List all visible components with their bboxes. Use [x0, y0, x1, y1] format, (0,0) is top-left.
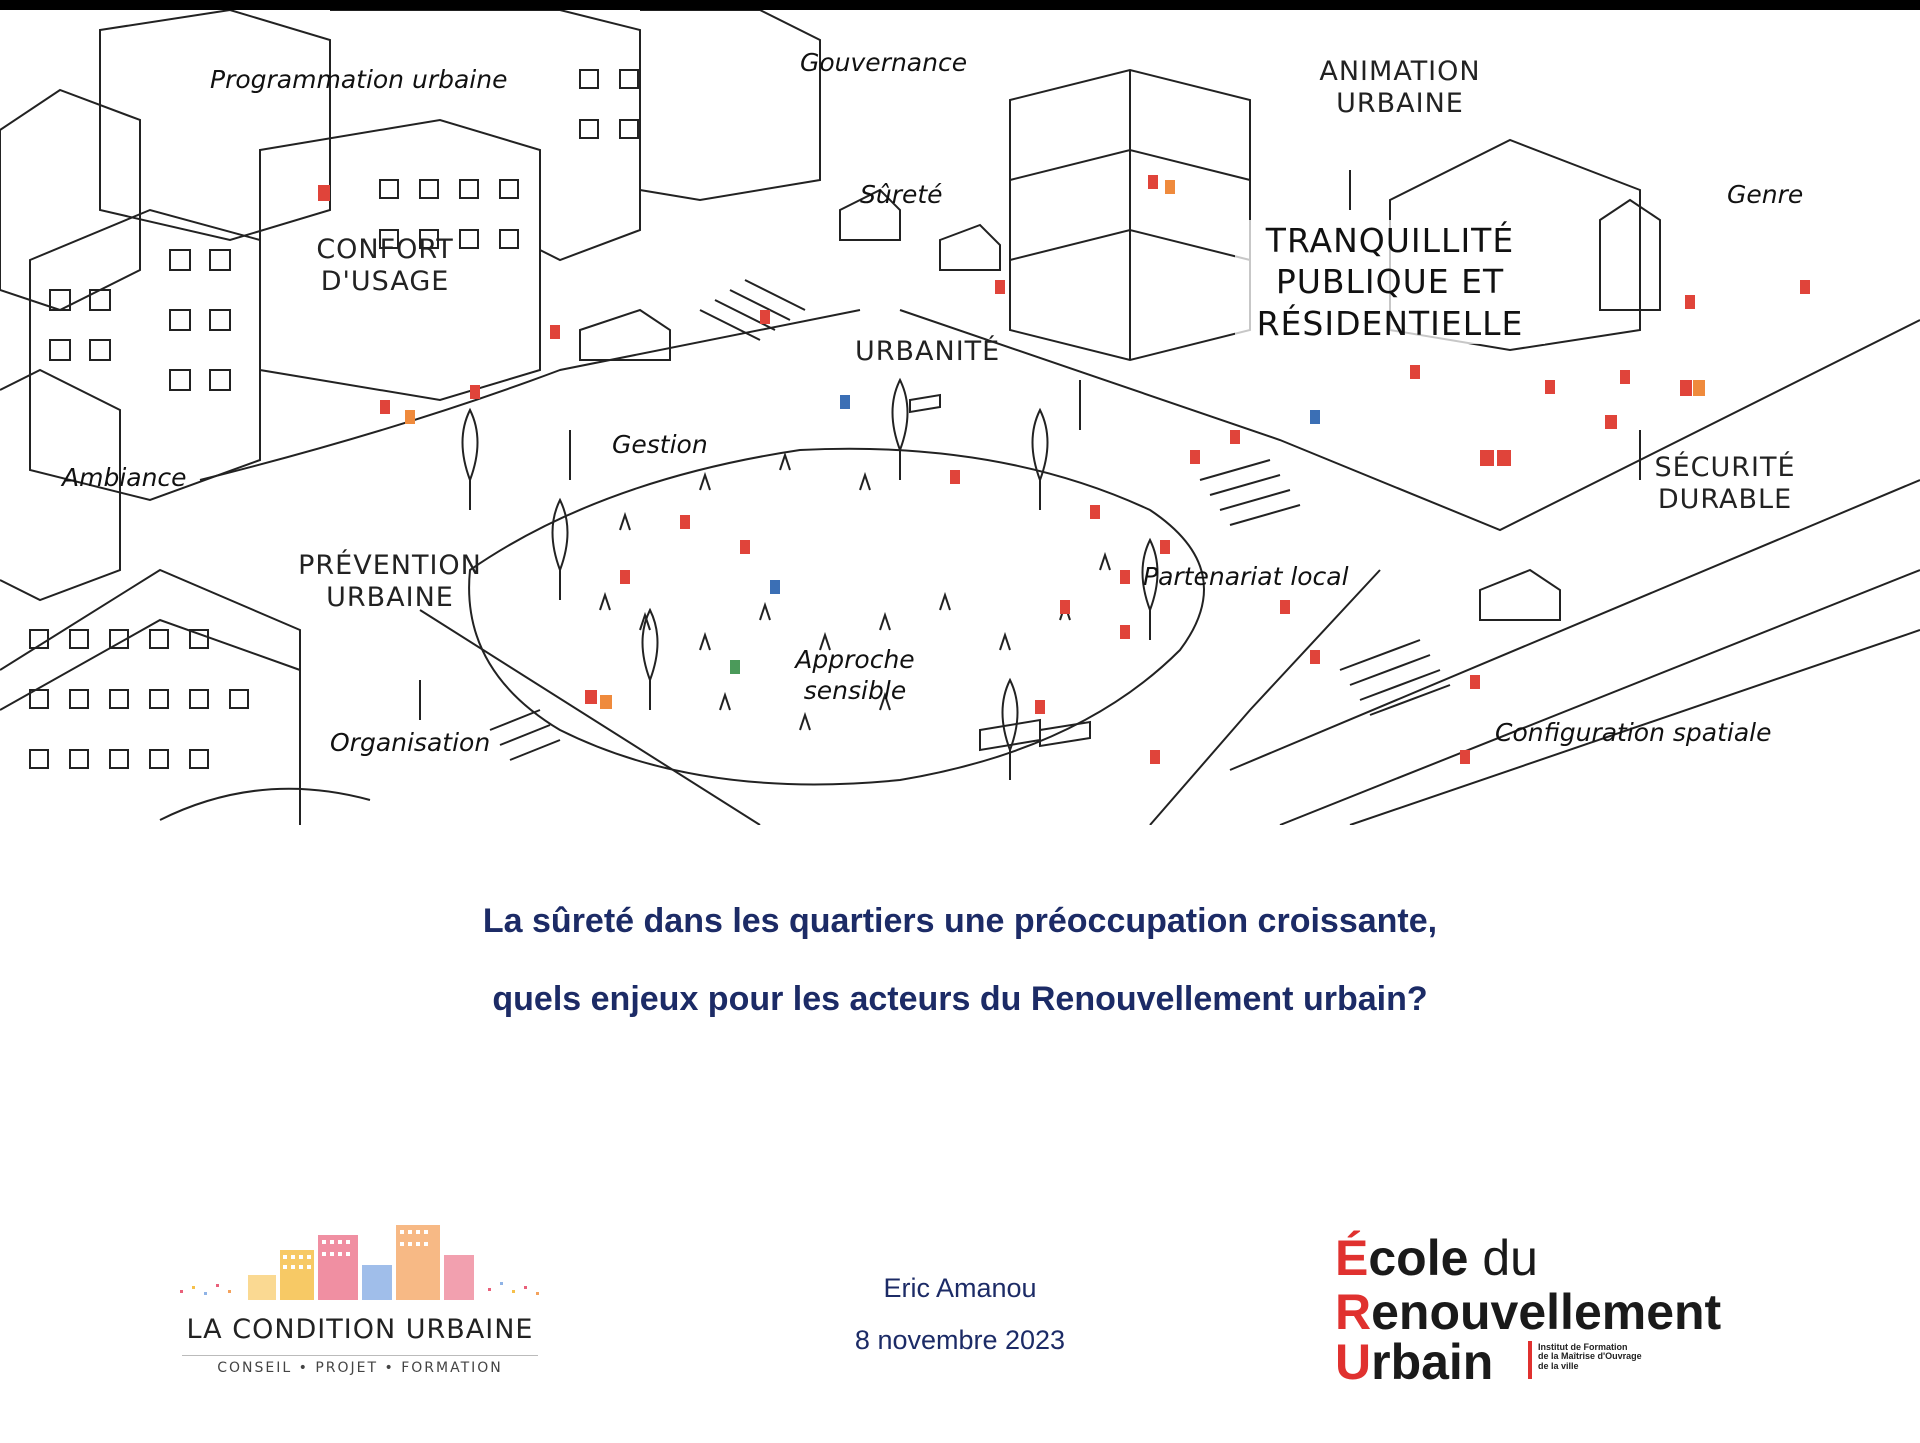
- person: [1470, 675, 1480, 689]
- person: [318, 185, 330, 201]
- label-confort-usage: [300, 234, 470, 299]
- person: [1310, 410, 1320, 424]
- crosswalk: [1340, 640, 1450, 715]
- building: [0, 90, 140, 310]
- label-tranquillite-line2: PUBLIQUE ET: [1275, 262, 1505, 302]
- person: [620, 570, 630, 584]
- crosswalk: [490, 710, 560, 760]
- person: [600, 695, 612, 709]
- logo-buildings-graphic: [170, 1210, 550, 1310]
- person: [840, 395, 850, 409]
- person: [1620, 370, 1630, 384]
- tree: [463, 410, 478, 510]
- tree: [893, 380, 908, 480]
- logo-eru-word-cole: cole: [1368, 1230, 1469, 1286]
- tree: [553, 500, 568, 600]
- person: [1165, 180, 1175, 194]
- people: [318, 175, 1810, 764]
- crosswalk: [1200, 460, 1300, 525]
- label-securite-line2: DURABLE: [1657, 484, 1793, 516]
- logo-left-divider: [182, 1355, 538, 1356]
- person: [1460, 750, 1470, 764]
- person: [1035, 700, 1045, 714]
- square: [469, 449, 1204, 785]
- person: [405, 410, 415, 424]
- logo-left-tagline: CONSEIL • PROJET • FORMATION: [217, 1360, 503, 1376]
- person: [1120, 570, 1130, 584]
- label-animation-line1: ANIMATION: [1319, 56, 1481, 87]
- logo-eru-subtitle-line3: de la ville: [1538, 1360, 1579, 1371]
- label-programmation-urbaine: Programmation urbaine: [210, 65, 508, 94]
- person: [995, 280, 1005, 294]
- presentation-date: 8 novembre 2023: [854, 1325, 1066, 1355]
- person: [380, 400, 390, 414]
- person: [585, 690, 597, 704]
- person: [1190, 450, 1200, 464]
- logo-pixel-buildings: [248, 1225, 474, 1300]
- label-prevention-urbaine: [285, 550, 495, 615]
- logo-eru-word-enouvellement: enouvellement: [1371, 1284, 1722, 1340]
- person: [550, 325, 560, 339]
- car: [1480, 570, 1560, 620]
- road: [1150, 570, 1380, 825]
- title-line2: quels enjeux pour les acteurs du Renouvellement urbain?: [492, 980, 1428, 1018]
- label-surete: Sûreté: [860, 180, 943, 209]
- logo-left-name: LA CONDITION URBAINE: [186, 1314, 534, 1345]
- person: [1480, 450, 1494, 466]
- logo-eru-cap-u: U: [1335, 1334, 1372, 1390]
- label-animation-line2: URBAINE: [1336, 88, 1464, 120]
- logo-confetti-dots: [180, 1282, 539, 1295]
- logo-eru-word-du: du: [1468, 1230, 1538, 1286]
- label-approche-sensible: [785, 644, 925, 707]
- building: [100, 10, 330, 240]
- label-tranquillite-line1: TRANQUILLITÉ: [1265, 221, 1515, 260]
- person: [1545, 380, 1555, 394]
- building: [640, 10, 820, 200]
- car: [580, 310, 670, 360]
- label-confort-line2: D'USAGE: [320, 266, 450, 298]
- road: [420, 610, 760, 825]
- label-genre: Genre: [1727, 180, 1804, 209]
- label-urbanite: URBANITÉ: [855, 336, 1001, 367]
- logo-eru-cap-e: É: [1335, 1230, 1369, 1286]
- house-door: [1600, 200, 1660, 310]
- person: [1280, 600, 1290, 614]
- logo-eru-line3: [1335, 1334, 1494, 1390]
- windows: [380, 70, 638, 248]
- person: [1120, 625, 1130, 639]
- person: [1148, 175, 1158, 189]
- label-confort-line1: CONFORT: [316, 234, 454, 265]
- tree: [1003, 680, 1018, 780]
- slide: [0, 10, 1920, 1443]
- person: [740, 540, 750, 554]
- person: [470, 385, 480, 399]
- label-tranquillite-line3: RÉSIDENTIELLE: [1256, 303, 1524, 343]
- label-gestion: Gestion: [612, 430, 708, 459]
- building: [330, 10, 640, 260]
- person: [1497, 450, 1511, 466]
- city-illustration: [0, 10, 1920, 825]
- road: [1280, 570, 1920, 825]
- person: [1680, 380, 1692, 396]
- logo-eru-line1: [1335, 1230, 1538, 1286]
- tree: [1033, 410, 1048, 510]
- logo-eru-subtitle-line1: Institut de Formation: [1538, 1342, 1628, 1352]
- logo-ecole-renouvellement-urbain: [1335, 1205, 1755, 1395]
- person: [730, 660, 740, 674]
- logo-eru-divider: [1528, 1341, 1532, 1379]
- bunting: [160, 789, 370, 820]
- label-approche-line2: sensible: [803, 676, 907, 706]
- person: [1150, 750, 1160, 764]
- building: [30, 210, 260, 500]
- label-ambiance: Ambiance: [62, 463, 187, 492]
- label-tranquillite: [1235, 220, 1545, 344]
- logo-la-condition-urbaine: [170, 1210, 550, 1390]
- person: [1160, 540, 1170, 554]
- person: [1605, 415, 1617, 429]
- title-line1: La sûreté dans les quartiers une préoccupation croissante,: [482, 902, 1438, 940]
- tree: [643, 610, 658, 710]
- city-drawing: [0, 10, 1920, 825]
- windows: [30, 630, 248, 768]
- logo-eru-line2: [1335, 1284, 1722, 1340]
- car: [940, 225, 1000, 270]
- label-partenariat-local: Partenariat local: [1143, 562, 1349, 591]
- label-gouvernance: Gouvernance: [800, 48, 968, 77]
- person: [1410, 365, 1420, 379]
- person: [1693, 380, 1705, 396]
- person: [1060, 600, 1070, 614]
- label-prevention-line2: URBAINE: [326, 582, 454, 614]
- person: [950, 470, 960, 484]
- person: [1310, 650, 1320, 664]
- person: [1090, 505, 1100, 519]
- logo-eru-cap-r: R: [1335, 1284, 1372, 1340]
- logo-eru-subtitle: [1538, 1343, 1642, 1371]
- logo-eru-subtitle-line2: de la Maîtrise d'Ouvrage: [1538, 1351, 1642, 1362]
- road: [200, 310, 860, 480]
- person: [760, 310, 770, 324]
- label-configuration-spatiale: Configuration spatiale: [1495, 718, 1772, 747]
- label-securite-durable: [1630, 452, 1820, 517]
- person: [1230, 430, 1240, 444]
- person: [770, 580, 780, 594]
- author-name: Eric Amanou: [883, 1273, 1037, 1303]
- person: [1685, 295, 1695, 309]
- bench: [980, 720, 1090, 750]
- label-prevention-line1: PRÉVENTION: [298, 550, 482, 581]
- label-approche-line1: Approche: [795, 645, 915, 674]
- bench: [910, 395, 940, 412]
- logo-eru-word-rbain: rbain: [1371, 1334, 1494, 1390]
- label-animation-urbaine: [1300, 56, 1500, 121]
- label-organisation: Organisation: [330, 728, 491, 757]
- person: [1800, 280, 1810, 294]
- label-securite-line1: SÉCURITÉ: [1654, 452, 1796, 483]
- scaffold-floors: [1010, 70, 1250, 360]
- person: [680, 515, 690, 529]
